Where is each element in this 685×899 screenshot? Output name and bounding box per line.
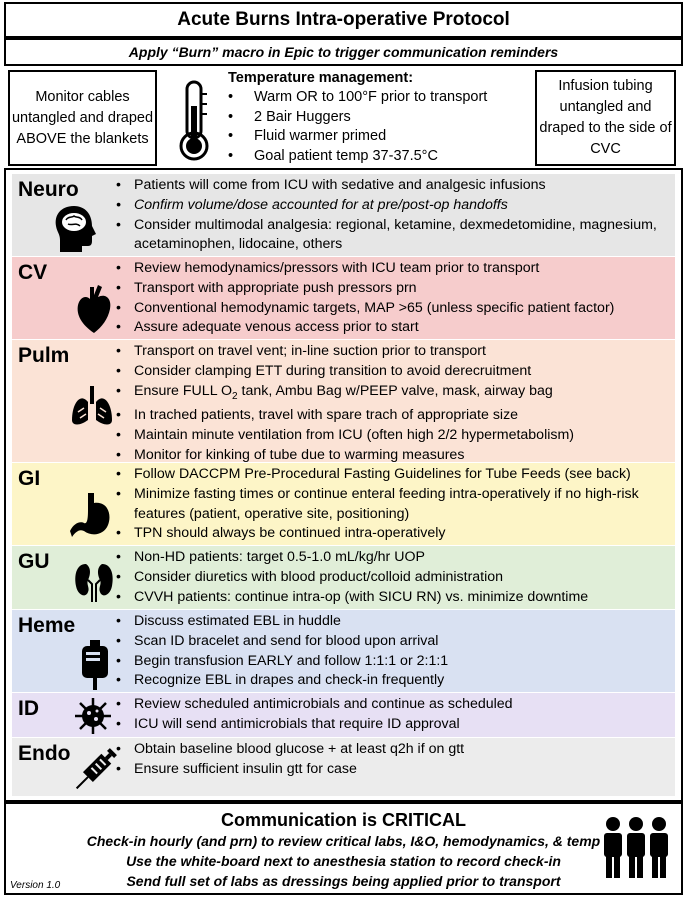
- list-item: • Monitor for kinking of tube due to warming measures: [116, 446, 674, 466]
- section-list: [116, 740, 674, 780]
- temperature-heading: Temperature management:: [228, 70, 414, 86]
- list-item: • Consider clamping ETT during transition to avoid derecruitment: [116, 362, 674, 382]
- list-item: • Obtain baseline blood glucose + at least q2h if on gtt: [116, 740, 674, 760]
- list-item: • Maintain minute ventilation from ICU (often high 2/2 hypermetabolism): [116, 426, 674, 446]
- list-item: • Fluid warmer primed: [228, 127, 528, 147]
- section-pulm: [12, 340, 675, 462]
- infusion-tubing-text: Infusion tubing untangled and draped to the side of CVC: [539, 78, 672, 157]
- section-name: ID: [18, 697, 39, 720]
- section-list: [116, 342, 674, 466]
- footer-line: Check-in hourly (and prn) to review critical labs, I&O, hemodynamics, & temp: [86, 833, 601, 849]
- list-item: [116, 382, 674, 407]
- list-item: • Begin transfusion EARLY and follow 1:1:1 or 2:1:1: [116, 652, 674, 672]
- section-name: Endo: [18, 742, 71, 765]
- list-item: • Patients will come from ICU with sedative and analgesic infusions: [116, 176, 674, 196]
- list-item: • Ensure sufficient insulin gtt for case: [116, 760, 674, 780]
- section-name: Pulm: [18, 344, 70, 367]
- o2-subscript: 2: [232, 390, 238, 402]
- list-item: • Consider multimodal analgesia: regional, ketamine, dexmedetomidine, magnesium, acetaminophen, lidocaine, others: [116, 216, 674, 256]
- o2-text-start: Ensure FULL O: [134, 382, 233, 399]
- monitor-cables-box: [8, 70, 157, 166]
- infusion-tubing-box: [535, 70, 676, 166]
- list-item: • Transport on travel vent; in-line suction prior to transport: [116, 342, 674, 362]
- stomach-icon: [68, 491, 114, 541]
- thermometer-icon: [172, 80, 216, 162]
- section-name: GI: [18, 467, 41, 490]
- section-id: [12, 693, 675, 737]
- footer-line: Send full set of labs as dressings being applied prior to transport: [126, 873, 561, 889]
- section-cv: [12, 257, 675, 339]
- list-item: • Assure adequate venous access prior to start: [116, 318, 674, 338]
- people-group-icon: [599, 814, 673, 880]
- section-neuro: [12, 174, 675, 256]
- list-item: • Consider diuretics with blood product/colloid administration: [116, 568, 674, 588]
- list-item: • Conventional hemodynamic targets, MAP >65 (unless specific patient factor): [116, 299, 674, 319]
- monitor-cables-text: Monitor cables untangled and draped ABOVE the blankets: [11, 88, 154, 147]
- list-item: • TPN should always be continued intra-operatively: [116, 524, 674, 544]
- list-item: • Goal patient temp 37-37.5°C: [228, 147, 528, 167]
- list-item: • Discuss estimated EBL in huddle: [116, 612, 674, 632]
- version-label: Version 1.0: [10, 880, 61, 891]
- list-item: • Non-HD patients: target 0.5-1.0 mL/kg/hr UOP: [116, 548, 674, 568]
- section-heme: [12, 610, 675, 692]
- list-item: • Review hemodynamics/pressors with ICU team prior to transport: [116, 259, 674, 279]
- section-gi: [12, 463, 675, 545]
- kidneys-icon: [72, 562, 116, 602]
- temperature-list: [228, 88, 528, 166]
- section-list: [116, 259, 674, 338]
- section-list: [116, 176, 674, 255]
- heart-icon: [74, 281, 114, 335]
- list-item: • Follow DACCPM Pre-Procedural Fasting Guidelines for Tube Feeds (see back): [116, 465, 674, 485]
- list-item: • Warm OR to 100°F prior to transport: [228, 88, 528, 108]
- section-name: Heme: [18, 614, 76, 637]
- section-name: GU: [18, 550, 50, 573]
- footer-line: Use the white-board next to anesthesia station to record check-in: [126, 853, 561, 869]
- section-list: [116, 612, 674, 691]
- list-item: • Scan ID bracelet and send for blood upon arrival: [116, 632, 674, 652]
- systems-container: [4, 168, 683, 802]
- footer-heading: Communication is CRITICAL: [220, 810, 466, 830]
- head-brain-icon: [52, 204, 98, 254]
- virus-icon: [74, 697, 112, 735]
- temperature-management: [228, 69, 528, 166]
- section-name: Neuro: [18, 178, 79, 201]
- page-subtitle: Apply “Burn” macro in Epic to trigger communication reminders: [4, 38, 683, 66]
- blood-bag-icon: [80, 640, 110, 690]
- syringe-icon: [72, 746, 118, 794]
- lungs-icon: [70, 386, 114, 428]
- list-item: • Transport with appropriate push pressors prn: [116, 279, 674, 299]
- section-list: [116, 548, 674, 607]
- list-item: • Review scheduled antimicrobials and continue as scheduled: [116, 695, 674, 715]
- o2-text-end: tank, Ambu Bag w/PEEP valve, mask, airway bag: [237, 382, 553, 399]
- section-list: [116, 695, 674, 735]
- list-item: • Confirm volume/dose accounted for at pre/post-op handoffs: [116, 196, 674, 216]
- list-item: • In trached patients, travel with spare trach of appropriate size: [116, 406, 674, 426]
- list-item: • Minimize fasting times or continue enteral feeding intra-operatively if no high-risk features (patient, operative site, positioning): [116, 485, 674, 525]
- list-item: • Recognize EBL in drapes and check-in frequently: [116, 671, 674, 691]
- page-title: Acute Burns Intra-operative Protocol: [4, 2, 683, 38]
- list-item: • ICU will send antimicrobials that require ID approval: [116, 715, 674, 735]
- communication-footer: [4, 802, 683, 895]
- section-gu: [12, 546, 675, 609]
- list-item: • 2 Bair Huggers: [228, 108, 528, 128]
- section-endo: [12, 738, 675, 796]
- section-list: [116, 465, 674, 544]
- protocol-page: [2, 2, 683, 895]
- section-name: CV: [18, 261, 48, 284]
- list-item: • CVVH patients: continue intra-op (with SICU RN) vs. minimize downtime: [116, 588, 674, 608]
